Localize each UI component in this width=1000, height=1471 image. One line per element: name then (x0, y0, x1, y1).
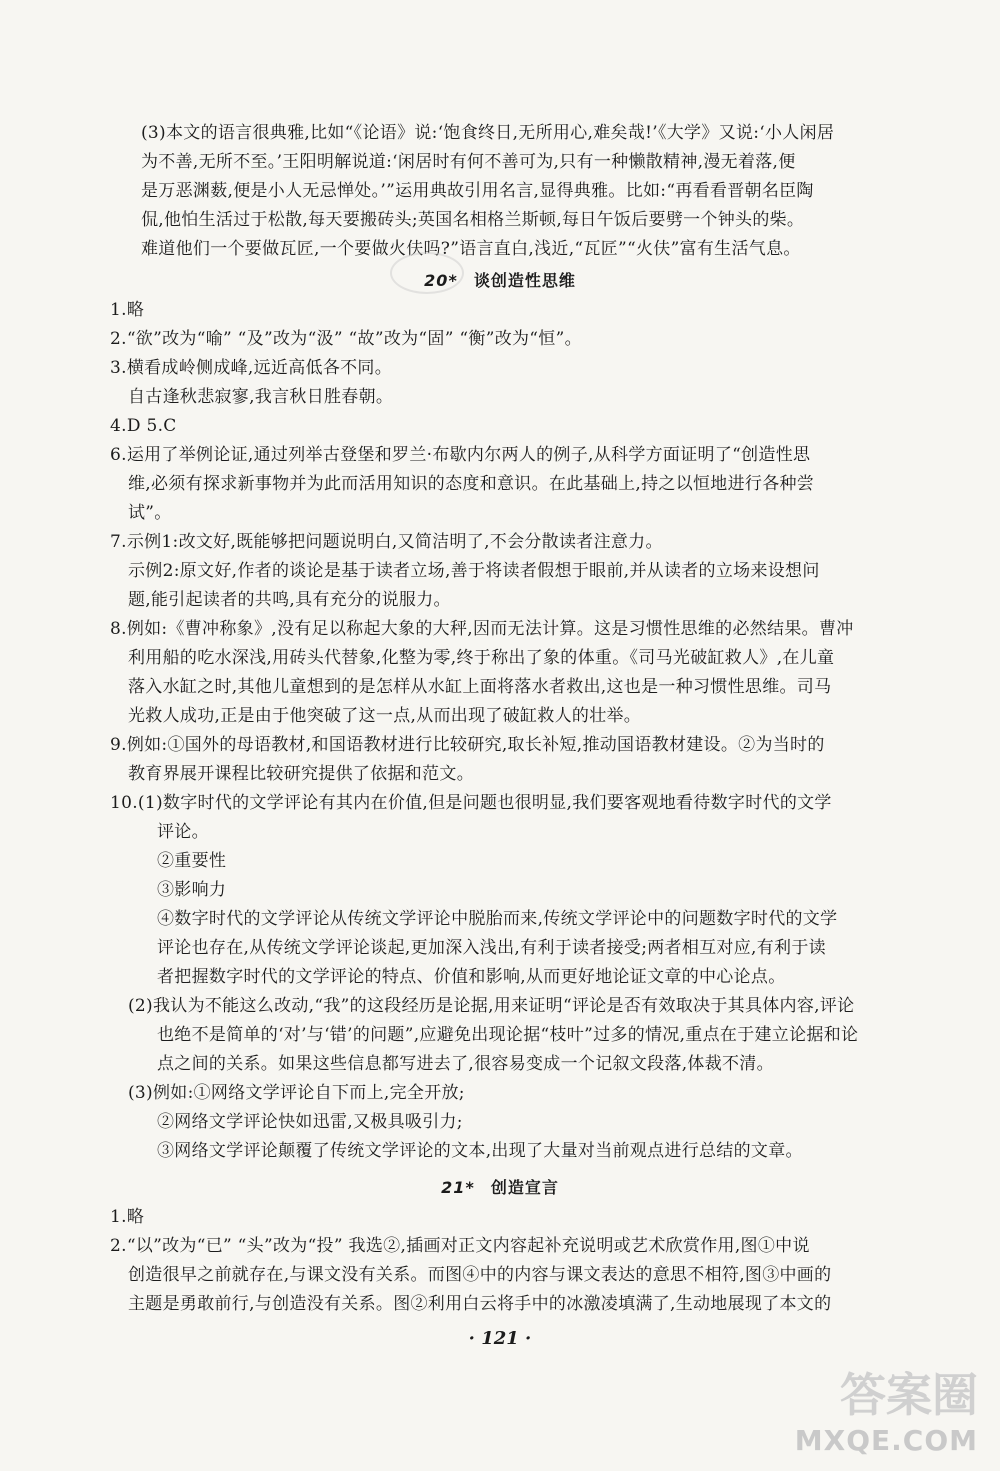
text-line: (3)本文的语言很典雅,比如“《论语》说:‘饱食终日,无所用心,难矣哉!’《大学》又说:‘小人闲居 (141, 123, 835, 143)
text-line: 为不善,无所不至。’王阳明解说道:‘闲居时有何不善可为,只有一种懒散精神,漫无着落,便 (141, 152, 796, 172)
section-20-heading (0, 268, 1000, 291)
answer-line: 评论也存在,从传统文学评论谈起,更加深入浅出,有利于读者接受;两者相互对应,有利于读 (157, 938, 826, 958)
answer-line: 4.D 5.C (110, 416, 177, 436)
answer-line: 7.示例1:改文好,既能够把问题说明白,又简洁明了,不会分散读者注意力。 (110, 532, 663, 552)
answer-line: 主题是勇敢前行,与创造没有关系。图②利用白云将手中的冰激凌填满了,生动地展现了本文的 (128, 1294, 832, 1314)
watermark-site: MXQE.COM (794, 1424, 978, 1457)
answer-line: (2)我认为不能这么改动,“我”的这段经历是论据,用来证明“评论是否有效取决于其具体内容,评论 (128, 996, 855, 1016)
answer-line: 题,能引起读者的共鸣,具有充分的说服力。 (128, 590, 451, 610)
answer-line: 示例2:原文好,作者的谈论是基于读者立场,善于将读者假想于眼前,并从读者的立场来设想问 (128, 561, 820, 581)
answer-line: 教育界展开课程比较研究提供了依据和范文。 (128, 764, 474, 784)
answer-line: (3)例如:①网络文学评论自下而上,完全开放; (128, 1083, 465, 1103)
section-21-heading (0, 1175, 1000, 1198)
answer-line: 试”。 (128, 503, 172, 523)
answer-line: 者把握数字时代的文学评论的特点、价值和影响,从而更好地论证文章的中心论点。 (157, 967, 786, 987)
answer-line: 光救人成功,正是由于他突破了这一点,从而出现了破缸救人的壮举。 (128, 706, 642, 726)
answer-line: ③影响力 (157, 880, 227, 900)
answer-line: 2.“欲”改为“喻” “及”改为“汲” “故”改为“固” “衡”改为“恒”。 (110, 329, 582, 349)
answer-line: ③网络文学评论颠覆了传统文学评论的文本,出现了大量对当前观点进行总结的文章。 (157, 1141, 803, 1161)
answer-line: 2.“以”改为“已” “头”改为“投” 我选②,插画对正文内容起补充说明或艺术欣赏作用,图①中说 (110, 1236, 810, 1256)
page-number: · 121 · (468, 1328, 532, 1349)
section-20-number: 20* (424, 271, 458, 290)
answer-line: ④数字时代的文学评论从传统文学评论中脱胎而来,传统文学评论中的问题数字时代的文学 (157, 909, 838, 929)
answer-line: 落入水缸之时,其他儿童想到的是怎样从水缸上面将落水者救出,这也是一种习惯性思维。司马 (128, 677, 832, 697)
answer-line: 点之间的关系。如果这些信息都写进去了,很容易变成一个记叙文段落,体裁不清。 (157, 1054, 774, 1074)
answer-line: 9.例如:①国外的母语教材,和国语教材进行比较研究,取长补短,推动国语教材建设。②为当时的 (110, 735, 825, 755)
answer-line: 维,必须有探求新事物并为此而活用知识的态度和意识。在此基础上,持之以恒地进行各种尝 (128, 474, 815, 494)
answer-line: 10.(1)数字时代的文学评论有其内在价值,但是问题也很明显,我们要客观地看待数字时代的文学 (110, 793, 832, 813)
answer-line: 6.运用了举例论证,通过列举古登堡和罗兰·布歇内尔两人的例子,从科学方面证明了“创造性思 (110, 445, 811, 465)
section-21-number: 21* (441, 1178, 475, 1197)
answer-line: 创造很早之前就存在,与课文没有关系。而图④中的内容与课文表达的意思不相符,图③中画的 (128, 1265, 832, 1285)
text-line: 难道他们一个要做瓦匠,一个要做火伕吗?”语言直白,浅近,“瓦匠”“火伕”富有生活气息。 (141, 239, 801, 259)
answer-line: ②重要性 (157, 851, 227, 871)
section-20-title: 谈创造性思维 (473, 271, 576, 290)
answer-line: 8.例如:《曹冲称象》,没有足以称起大象的大秤,因而无法计算。这是习惯性思维的必然结果。曹冲 (110, 619, 854, 639)
answer-line: 评论。 (157, 822, 209, 842)
answer-line: 1.略 (110, 1207, 145, 1227)
answer-line: 3.横看成岭侧成峰,远近高低各不同。 (110, 358, 393, 378)
answer-line: 自古逢秋悲寂寥,我言秋日胜春朝。 (128, 387, 394, 407)
answer-line: 也绝不是简单的‘对’与‘错’的问题”,应避免出现论据“枝叶”过多的情况,重点在于建立论据和论 (157, 1025, 859, 1045)
answer-line: 利用船的吃水深浅,用砖头代替象,化整为零,终于称出了象的体重。《司马光破缸救人》,在儿童 (128, 648, 835, 668)
section-21-title: 创造宣言 (490, 1178, 559, 1197)
text-line: 是万恶渊薮,便是小人无忌惮处。’”运用典故引用名言,显得典雅。比如:“再看看晋朝名臣陶 (141, 181, 814, 201)
answer-line: 1.略 (110, 300, 145, 320)
answer-line: ②网络文学评论快如迅雷,又极具吸引力; (157, 1112, 463, 1132)
watermark-logo: 答案圈 (840, 1368, 978, 1422)
text-line: 侃,他怕生活过于松散,每天要搬砖头;英国名相格兰斯顿,每日午饭后要劈一个钟头的柴。 (141, 210, 805, 230)
